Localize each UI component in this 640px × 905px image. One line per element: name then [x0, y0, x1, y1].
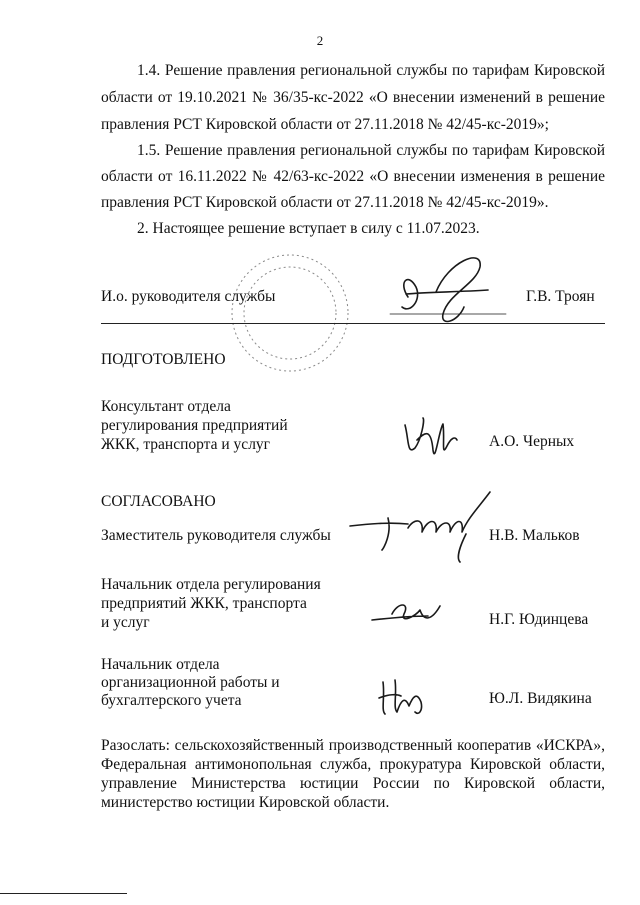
signer-name: Ю.Л. Видякина [489, 690, 592, 707]
distribution-line: Разослать: сельскохозяйственный производственный кооператив «ИСКРА», [101, 737, 605, 754]
signer-3-signature [375, 672, 435, 722]
clause-1-4-line: правления РСТ Кировской области от 27.11.2018 № 42/45-кс-2019»; [101, 116, 549, 133]
prepared-position-line: регулирования предприятий [101, 417, 288, 434]
clause-2: 2. Настоящее решение вступает в силу с 11.07.2023. [137, 220, 480, 237]
seal-stamp [215, 248, 365, 378]
head-signature [388, 252, 508, 332]
prepared-name: А.О. Черных [489, 433, 575, 450]
distribution-line: министерство юстиции Кировской области. [101, 794, 390, 811]
signer-1-signature [348, 488, 498, 568]
signer-position-line: Начальник отдела регулирования [101, 576, 321, 593]
signer-position-line: Начальник отдела [101, 656, 220, 673]
clause-1-5-line: области от 16.11.2022 № 42/63-кс-2022 «О внесении изменения в решение [101, 168, 605, 185]
signer-position-line: организационной работы и [101, 674, 280, 691]
divider-line [101, 323, 605, 324]
clause-1-5-line: 1.5. Решение правления региональной службы по тарифам Кировской [137, 142, 605, 159]
signer-position-line: бухгалтерского учета [101, 692, 242, 709]
footer-rule [0, 893, 127, 894]
signer-name: Н.Г. Юдинцева [489, 611, 589, 628]
signer-name: Н.В. Мальков [489, 527, 580, 544]
page-number: 2 [316, 33, 324, 48]
signer-2-signature [370, 596, 450, 636]
prepared-position-line: Консультант отдела [101, 398, 231, 415]
clause-1-4-line: области от 19.10.2021 № 36/35-кс-2022 «О внесении изменений в решение [101, 89, 605, 106]
clause-1-4-line: 1.4. Решение правления региональной службы по тарифам Кировской [137, 62, 605, 79]
distribution-line: Федеральная антимонопольная служба, прокуратура Кировской области, [101, 756, 605, 773]
head-position: И.о. руководителя службы [101, 288, 276, 305]
prepared-position-line: ЖКК, транспорта и услуг [101, 436, 271, 453]
agreed-heading: СОГЛАСОВАНО [101, 493, 216, 510]
prepared-heading: ПОДГОТОВЛЕНО [101, 351, 226, 368]
head-name: Г.В. Троян [526, 288, 595, 305]
prepared-signature [395, 410, 465, 470]
distribution-line: управление Министерства юстиции России по Кировской области, [101, 775, 605, 792]
signer-position-line: и услуг [101, 614, 150, 631]
clause-1-5-line: правления РСТ Кировской области от 27.11.2018 № 42/45-кс-2019». [101, 194, 549, 211]
signer-position-line: предприятий ЖКК, транспорта [101, 595, 307, 612]
signer-position-line: Заместитель руководителя службы [101, 527, 331, 544]
